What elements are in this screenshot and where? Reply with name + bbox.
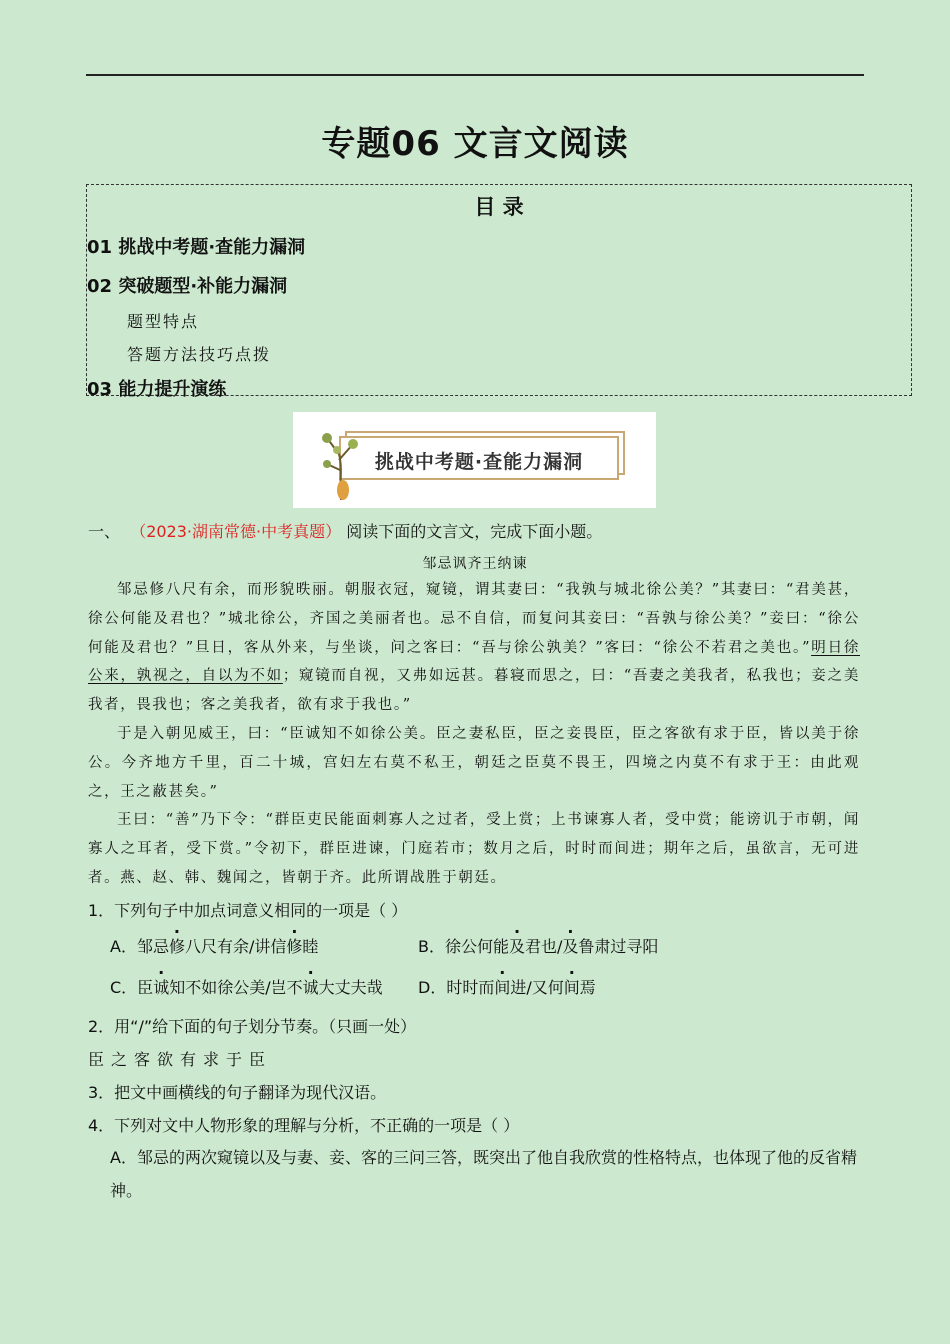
opt-text: 睦 bbox=[302, 937, 319, 956]
opt-text: 君也/ bbox=[525, 937, 563, 956]
dotted-word: 间 bbox=[494, 978, 511, 997]
q1-option-c[interactable] bbox=[110, 975, 383, 998]
dotted-word: 及 bbox=[562, 937, 579, 956]
opt-text: 鲁肃过寻阳 bbox=[578, 937, 659, 956]
dotted-word: 及 bbox=[508, 937, 525, 956]
passage-paragraph-2: 于是入朝见威王，曰：“臣诚知不如徐公美。臣之妻私臣，臣之妾畏臣，臣之客欲有求于臣，皆以美于徐公。今齐地方千里，百二十城，宫妇左右莫不私王，朝廷之臣莫不畏王，四境之内莫不有求于王：由此观之，王之蔽甚矣。” bbox=[88, 726, 860, 800]
toc-subitem-features[interactable]: 题型特点 bbox=[127, 312, 200, 331]
question-number: 一、 bbox=[88, 522, 121, 541]
passage-p1-part-b: ；窥镜而自视，又弗如远甚。暮寝而思之，曰：“吾妻之美我者，私我也；妾之美我者，畏我也；客之美我者，欲有求于我也。” bbox=[88, 668, 860, 714]
banner-label: 挑战中考题·查能力漏洞 bbox=[374, 451, 584, 473]
toc-heading: 目 录 bbox=[474, 195, 524, 219]
opt-text: 大丈夫哉 bbox=[318, 978, 383, 997]
opt-text: A．邹忌 bbox=[110, 937, 169, 956]
toc-item-03[interactable]: 03 能力提升演练 bbox=[87, 379, 227, 400]
q4-stem: 4．下列对文中人物形象的理解与分析，不正确的一项是（ ） bbox=[88, 1116, 520, 1135]
question-heading bbox=[88, 519, 602, 542]
passage-title: 邹忌讽齐王纳谏 bbox=[422, 556, 528, 572]
toc-subitem-methods[interactable]: 答题方法技巧点拨 bbox=[127, 345, 272, 364]
q1-option-a[interactable] bbox=[110, 934, 318, 957]
q2-stem: 2．用“/”给下面的句子划分节奏。（只画一处） bbox=[88, 1017, 417, 1036]
dotted-word: 修 bbox=[286, 937, 303, 956]
q1-option-d[interactable] bbox=[418, 975, 596, 998]
top-rule bbox=[86, 74, 864, 76]
opt-text: C．臣 bbox=[110, 978, 154, 997]
dotted-word: 间 bbox=[563, 978, 580, 997]
opt-text: 焉 bbox=[579, 978, 596, 997]
question-source: （2023·湖南常德·中考真题） bbox=[130, 522, 342, 541]
ginseng-sprig-icon bbox=[319, 430, 363, 502]
passage-p1-part-a: 邹忌修八尺有余，而形貌昳丽。朝服衣冠，窥镜，谓其妻曰：“我孰与城北徐公美？”其妻曰：“君美甚，徐公何能及君也？”城北徐公，齐国之美丽者也。忌不自信，而复问其妾曰：“吾孰与徐公美？”妾曰：“徐公何能及君也？”旦日，客从外来，与坐谈，问之客曰：“吾与徐公孰美？”客曰：“徐公不若君之美也。” bbox=[88, 582, 860, 656]
q2-sentence: 臣之客欲有求于臣 bbox=[88, 1050, 273, 1069]
opt-text: 知不如徐公美/岂不 bbox=[169, 978, 303, 997]
opt-text: D．时时而 bbox=[418, 978, 495, 997]
toc-item-01[interactable]: 01 挑战中考题·查能力漏洞 bbox=[87, 237, 306, 258]
dotted-word: 诚 bbox=[302, 978, 319, 997]
question-instruction: 阅读下面的文言文，完成下面小题。 bbox=[346, 522, 603, 541]
section-banner bbox=[293, 412, 656, 508]
passage-paragraph-1 bbox=[88, 576, 860, 720]
q1-stem: 1．下列句子中加点词意义相同的一项是（ ） bbox=[88, 901, 408, 920]
page-title: 专题06 文言文阅读 bbox=[321, 124, 629, 164]
dotted-word: 诚 bbox=[153, 978, 170, 997]
toc-item-02[interactable]: 02 突破题型·补能力漏洞 bbox=[87, 276, 288, 297]
dotted-word: 修 bbox=[168, 937, 185, 956]
opt-text: B．徐公何能 bbox=[418, 937, 509, 956]
q1-option-b[interactable] bbox=[418, 934, 658, 957]
q3-stem: 3．把文中画横线的句子翻译为现代汉语。 bbox=[88, 1083, 387, 1102]
opt-text: 进/又何 bbox=[510, 978, 564, 997]
passage-paragraph-3: 王曰：“善”乃下令：“群臣吏民能面刺寡人之过者，受上赏；上书谏寡人者，受中赏；能谤讥于市朝，闻寡人之耳者，受下赏。”令初下，群臣进谏，门庭若市；数月之后，时时而间进；期年之后，虽欲言，无可进者。燕、赵、韩、魏闻之，皆朝于齐。此所谓战胜于朝廷。 bbox=[88, 812, 860, 886]
opt-text: 八尺有余/讲信 bbox=[184, 937, 287, 956]
banner-box bbox=[339, 436, 619, 480]
q4-option-a[interactable]: A．邹忌的两次窥镜以及与妻、妾、客的三问三答，既突出了他自我欣赏的性格特点，也体现了他的反省精神。 bbox=[110, 1148, 857, 1200]
underlined-sentence: 明日徐公来，孰视之，自以为不如 bbox=[88, 639, 860, 685]
table-of-contents bbox=[86, 184, 912, 400]
